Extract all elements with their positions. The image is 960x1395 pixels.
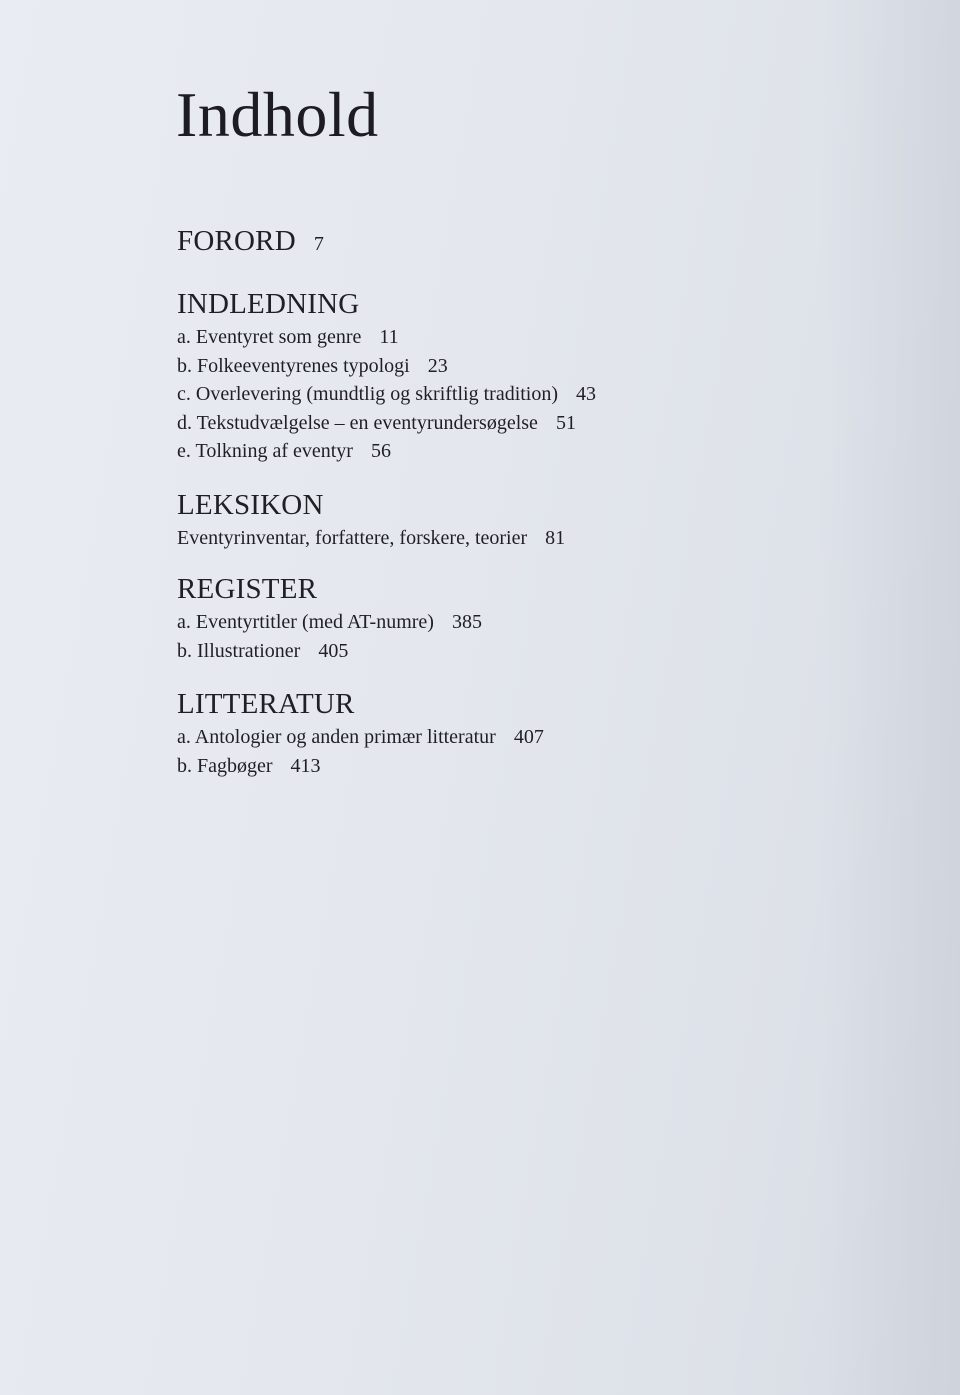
- toc-entry: [177, 723, 877, 752]
- toc-entry-page: 23: [427, 354, 448, 377]
- toc-entry-label: a. Antologier og anden primær litteratur: [177, 726, 496, 748]
- toc-entry: [177, 380, 877, 409]
- toc-entry: [177, 524, 877, 553]
- section-heading-label: INDLEDNING: [177, 288, 360, 320]
- page-title: Indhold: [176, 79, 379, 150]
- section-heading-label: LEKSIKON: [177, 488, 324, 521]
- toc-entry-page: 413: [290, 754, 321, 777]
- toc-entry-label: a. Eventyret som genre: [177, 326, 362, 348]
- toc-entry: [177, 608, 877, 637]
- section-heading: [177, 486, 877, 524]
- toc-entry-page: 405: [318, 639, 349, 662]
- toc-entry-label: Eventyrinventar, forfattere, forskere, teorier: [177, 526, 528, 549]
- toc-entry: [177, 323, 877, 352]
- toc-entry-label: d. Tekstudvælgelse – en eventyrundersøgelse: [177, 411, 538, 434]
- toc-entry-page: 81: [545, 526, 566, 549]
- toc-entry-page: 385: [451, 611, 482, 633]
- toc-section-register: [177, 570, 877, 665]
- toc-section-indledning: [177, 285, 877, 466]
- toc-section-leksikon: [177, 486, 877, 553]
- toc-entry: [177, 437, 877, 466]
- toc-entry-label: c. Overlevering (mundtlig og skriftlig tradition): [177, 383, 559, 405]
- toc-entry: [177, 752, 877, 781]
- toc-entry-label: b. Fagbøger: [177, 754, 273, 777]
- section-heading-page: 7: [313, 233, 325, 255]
- toc-entry-page: 43: [576, 383, 597, 405]
- toc-entry-page: 56: [370, 440, 391, 462]
- section-heading: [177, 222, 877, 263]
- section-heading: [177, 570, 877, 608]
- table-of-contents: [177, 222, 877, 780]
- toc-entry: [177, 352, 877, 381]
- toc-entry: [177, 637, 877, 666]
- section-heading-label: REGISTER: [177, 573, 318, 605]
- toc-entry-label: a. Eventyrtitler (med AT-numre): [177, 611, 434, 633]
- section-heading: [177, 685, 877, 723]
- toc-section-litteratur: [177, 685, 877, 780]
- section-heading-label: LITTERATUR: [177, 688, 355, 720]
- section-heading: [177, 285, 877, 323]
- toc-entry-page: 11: [379, 326, 399, 348]
- toc-entry: [177, 409, 877, 438]
- toc-entry-label: b. Illustrationer: [177, 639, 301, 662]
- toc-entry-page: 407: [513, 726, 544, 748]
- section-heading-label: FORORD: [177, 225, 296, 257]
- toc-section-forord: [177, 222, 877, 263]
- toc-entry-page: 51: [555, 411, 576, 434]
- toc-entry-label: e. Tolkning af eventyr: [177, 440, 353, 462]
- toc-entry-label: b. Folkeeventyrenes typologi: [177, 354, 410, 377]
